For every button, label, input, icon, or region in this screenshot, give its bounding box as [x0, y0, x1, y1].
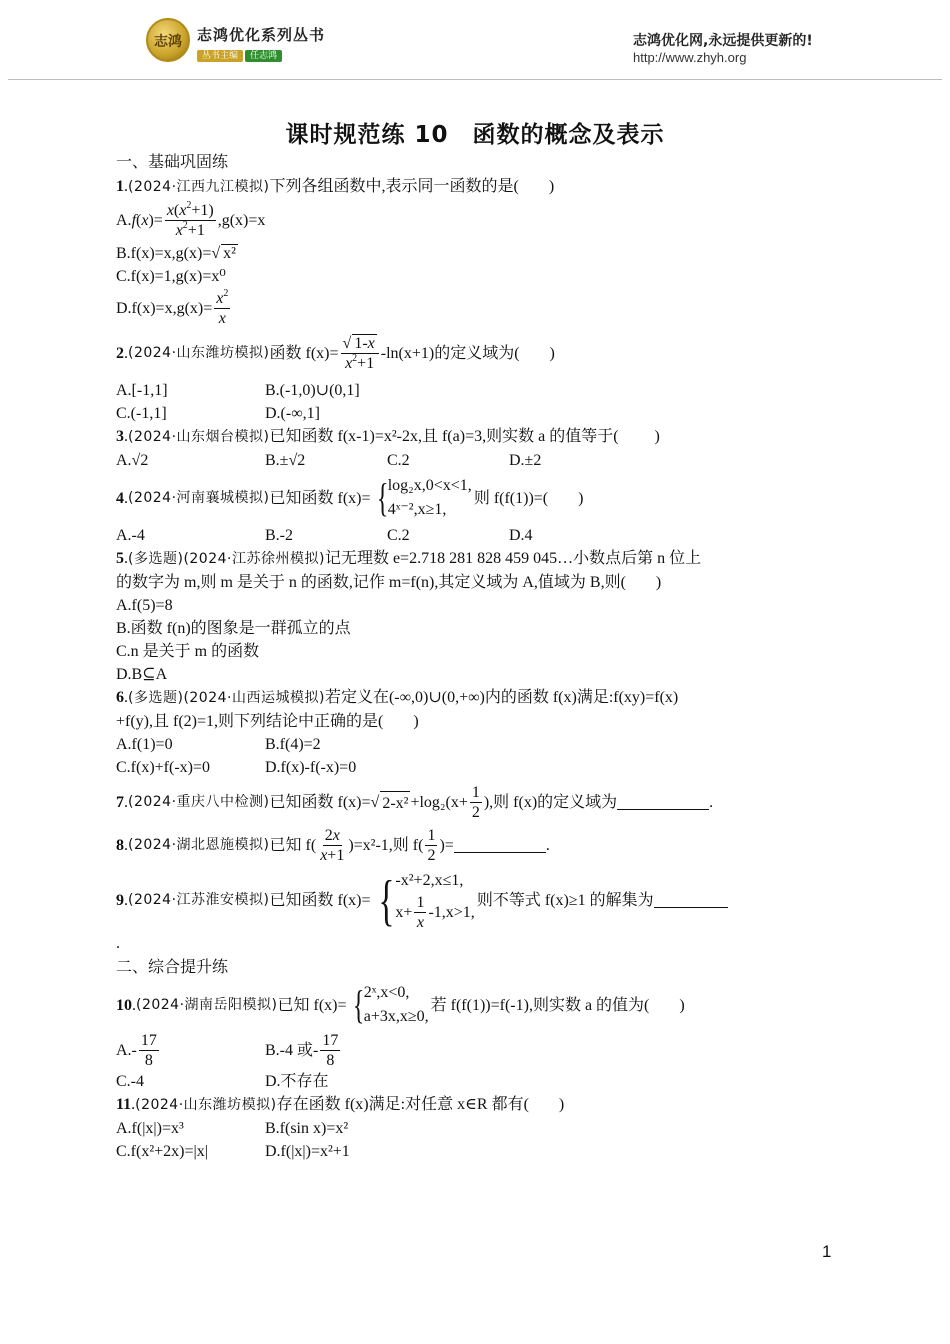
question-10: 10 . (2024·湖南岳阳模拟) 已知 f(x)= { 2ˣ,x<0, a+3x,x≥0, 若 f(f(1))=f(-1),则实数 a 的值为( )	[116, 982, 685, 1027]
q6-options-row2: C.f(x)+f(-x)=0 D.f(x)-f(-x)=0	[116, 759, 357, 776]
question-3: 3.(2024·山东烟台模拟)已知函数 f(x-1)=x²-2x,且 f(a)=3,则实数 a 的值等于( )	[116, 428, 660, 445]
q11-options-row2: C.f(x²+2x)=|x| D.f(|x|)=x²+1	[116, 1143, 350, 1160]
brand-subtitle	[197, 48, 282, 61]
q3-options: A.√2 B.±√2 C.2 D.±2	[116, 452, 542, 469]
series-editor-name: 任志鸿	[245, 50, 282, 62]
site-url[interactable]: http://www.zhyh.org	[633, 50, 747, 65]
q9-answer-blank[interactable]	[654, 893, 728, 908]
q1-option-a: A. f ( x )= $\frac{x(x^2+1)}{x^2+1}$ ,g(x)=x	[116, 200, 266, 239]
question-8: 8 . (2024·湖北恩施模拟) 已知 f( $\frac{2x}{x+1}$ )=x²-1,则 f( $\frac{1}{2}$ )= .	[116, 827, 550, 864]
question-11: 11.(2024·山东潍坊模拟)存在函数 f(x)满足:对任意 x∈R 都有( )	[116, 1096, 565, 1113]
question-9-end: .	[116, 935, 120, 952]
page-title: 课时规范练 10 函数的概念及表示	[285, 122, 665, 148]
header-divider	[8, 79, 942, 80]
q5-option-c: C.n 是关于 m 的函数	[116, 643, 260, 660]
q6-options-row1: A.f(1)=0 B.f(4)=2	[116, 736, 321, 753]
question-2: 2 . (2024·山东潍坊模拟) 函数 f(x)= $\frac{√ 1-x}{x^2+1}$ -ln(x+1)的定义域为( )	[116, 335, 555, 372]
q2-options-row2: C.(-1,1] D.(-∞,1]	[116, 405, 320, 422]
brand-name: 志鸿优化系列丛书	[197, 26, 326, 44]
question-6: 6.(多选题)(2024·山西运城模拟)若定义在(-∞,0)∪(0,+∞)内的函数 f(x)满足:f(xy)=f(x)	[116, 689, 679, 706]
question-7: 7 . (2024·重庆八中检测) 已知函数 f(x)= √ 2-x² +log₂(x+ $\frac{1}{2}$ ),则 f(x)的定义域为 .	[116, 784, 714, 821]
series-editor-label: 丛书主编	[197, 50, 243, 62]
q5-option-d: D.B⊆A	[116, 666, 168, 683]
question-5-cont: 的数字为 m,则 m 是关于 n 的函数,记作 m=f(n),其定义域为 A,值域为 B,则( )	[116, 574, 662, 591]
question-9: 9 . (2024·江苏淮安模拟) 已知函数 f(x)= { -x²+2,x≤1, x+ $\frac{1}{x}$ -1,x>1, 则不等式 f(x)≥1 的解集为	[116, 869, 836, 932]
section-heading-advanced: 二、综合提升练	[116, 959, 229, 976]
q1-option-b: B.f(x)=x,g(x)=√ x²	[116, 245, 236, 262]
q4-options: A.-4 B.-2 C.2 D.4	[116, 527, 533, 544]
question-5: 5.(多选题)(2024·江苏徐州模拟)记无理数 e=2.718 281 828 459 045…小数点后第 n 位上	[116, 550, 702, 567]
q7-answer-blank[interactable]	[617, 795, 709, 810]
q2-options-row1: A.[-1,1] B.(-1,0)∪(0,1]	[116, 382, 360, 399]
slogan: 志鸿优化网,永远提供更新的!	[633, 33, 813, 49]
q1-option-c: C.f(x)=1,g(x)=x⁰	[116, 268, 226, 285]
exercise-body	[116, 150, 836, 1163]
q10-options-row2: C.-4 D.不存在	[116, 1073, 329, 1090]
page-header	[0, 0, 950, 82]
q8-answer-blank[interactable]	[454, 838, 546, 853]
question-1: 1.(2024·江西九江模拟)下列各组函数中,表示同一函数的是( )	[116, 178, 555, 195]
q5-option-a: A.f(5)=8	[116, 597, 173, 614]
section-heading-basic: 一、基础巩固练	[116, 154, 229, 171]
q10-options-row1: A.- $\frac{17}{8}$ B.-4 或- $\frac{17}{8}$	[116, 1032, 339, 1069]
question-4: 4 . (2024·河南襄城模拟) 已知函数 f(x)= { log₂x,0<x<1, 4ˣ⁻²,x≥1, 则 f(f(1))=( )	[116, 475, 584, 520]
q11-options-row1: A.f(|x|)=x³ B.f(sin x)=x²	[116, 1120, 349, 1137]
q1-option-d: D.f(x)=x,g(x)= $\frac{x^2}{x}$	[116, 288, 229, 327]
question-6-cont: +f(y),且 f(2)=1,则下列结论中正确的是( )	[116, 713, 419, 730]
logo-emblem	[146, 18, 190, 62]
page-number: 1	[822, 1242, 832, 1261]
q5-option-b: B.函数 f(n)的图象是一群孤立的点	[116, 620, 351, 637]
logo-text: 志鸿	[154, 34, 182, 50]
